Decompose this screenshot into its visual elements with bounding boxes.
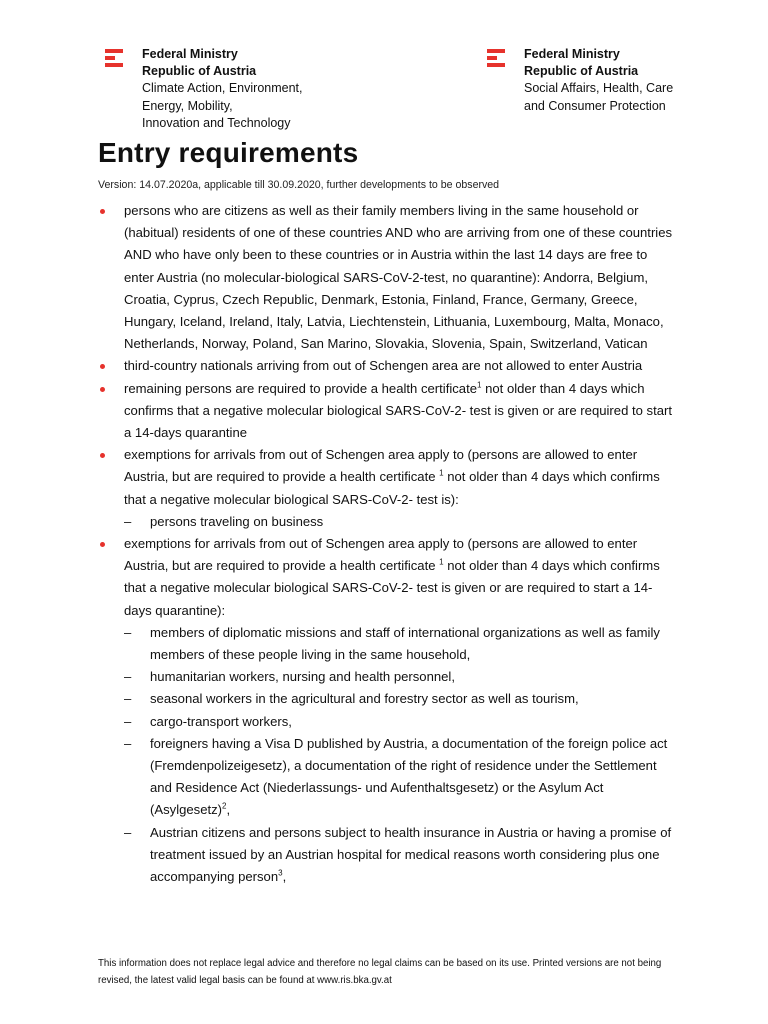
sub-list-item: – members of diplomatic missions and staff of international organizations as well as family members of these people living in the same household, xyxy=(124,622,678,666)
sub-list-item: – foreigners having a Visa D published by Austria, a documentation of the foreign police act (Fremdenpolizeigesetz), a documentation of the right of residence under the Settlement and Residence Act (Niederlassungs- und Aufenthaltsgesetz) or the Asylum Act (Asylgesetz)$^2$, xyxy=(124,733,678,822)
bullet-icon xyxy=(100,453,105,458)
list-item: remaining persons are required to provide a health certificate$^1$ not older than 4 days which confirms that a negative molecular biological SARS-CoV-2- test is given or are required to start a 14-days quarantine xyxy=(98,378,678,445)
ministry-line: Federal Ministry xyxy=(142,47,238,61)
footnote-ref: 2 xyxy=(222,802,227,812)
austria-flag-icon xyxy=(105,49,123,70)
footnote-ref: 3 xyxy=(278,868,283,878)
footnote-ref: 1 xyxy=(439,557,444,567)
ministry-health-logo xyxy=(487,46,673,115)
requirements-list xyxy=(98,200,678,888)
footnote-ref: 1 xyxy=(439,469,444,479)
sub-list xyxy=(124,622,678,888)
list-item: third-country nationals arriving from out of Schengen area are not allowed to enter Austria xyxy=(98,355,678,377)
ministry-line: Energy, Mobility, xyxy=(142,98,233,113)
version-line: Version: 14.07.2020a, applicable till 30.09.2020, further developments to be observed xyxy=(98,179,500,191)
dash-icon: – xyxy=(124,824,132,840)
sub-list xyxy=(124,511,678,533)
bullet-icon xyxy=(100,209,105,214)
list-item: exemptions for arrivals from out of Schengen area apply to (persons are allowed to enter Austria, but are required to provide a health certificate $^1$ not older than 4 days which confirms that a negative molecular biological SARS-CoV-2- test is): – persons traveling on business xyxy=(98,444,678,533)
disclaimer-footer: This information does not replace legal advice and therefore no legal claims can be based on its use. Printed versions are not being revised, the latest valid legal basis can be found at www.ris.bka.gv.at xyxy=(98,958,662,986)
dash-icon: – xyxy=(124,624,132,640)
page-title: Entry requirements xyxy=(98,137,359,168)
sub-list-item: – cargo-transport workers, xyxy=(124,711,678,733)
ministry-line: Climate Action, Environment, xyxy=(142,81,303,96)
ministry-line: Republic of Austria xyxy=(524,64,639,79)
dash-icon: – xyxy=(124,513,132,529)
sub-list-item: – persons traveling on business xyxy=(124,511,678,533)
footnote-ref: 1 xyxy=(477,380,482,390)
sub-list-item: – seasonal workers in the agricultural and forestry sector as well as tourism, xyxy=(124,688,678,710)
dash-icon: – xyxy=(124,669,132,685)
sub-list-item: – humanitarian workers, nursing and health personnel, xyxy=(124,666,678,688)
ministry-line: Social Affairs, Health, Care xyxy=(524,81,674,96)
bullet-icon xyxy=(100,542,105,547)
dash-icon: – xyxy=(124,735,132,751)
ministry-climate-logo xyxy=(105,46,303,132)
list-item: exemptions for arrivals from out of Schengen area apply to (persons are allowed to enter Austria, but are required to provide a health certificate $^1$ not older than 4 days which confirms that a negative molecular biological SARS-CoV-2- test is given or are required to start a 14-days quarantine): – members of diplomatic missions and staff of international organizations as well as family members of these people living in the same household, – humanitarian workers, nursing and health personnel, – seasonal workers in the agricultural and forestry sector as well as tourism, – cargo-transport workers, – foreigners having a Visa D published by Austria, a documentation of the foreign police act (Fremdenpolizeigesetz), a documentation of the right of residence under the Settlement and Residence Act (Niederlassungs- und Aufenthaltsgesetz) or the Asylum Act (Asylgesetz)$^2$, – Austrian citizens and persons subject to health insurance in Austria or having a promise of treatment issued by an Austrian hospital for medical reasons worth considering plus one accompanying person$^3$, xyxy=(98,533,678,888)
ministry-line: and Consumer Protection xyxy=(524,98,666,113)
list-item: persons who are citizens as well as their family members living in the same household or (habitual) residents of one of these countries AND who are arriving from one of these countries AND who have only been to these countries or in Austria within the last 14 days are free to enter Austria (no molecular-biological SARS-CoV-2-test, no quarantine): Andorra, Belgium, Croatia, Cyprus, Czech Republic, Denmark, Estonia, Finland, France, Germany, Greece, Hungary, Iceland, Ireland, Italy, Latvia, Liechtenstein, Lithuania, Luxembourg, Malta, Monaco, Netherlands, Norway, Poland, San Marino, Slovakia, Slovenia, Spain, Switzerland, Vatican xyxy=(98,200,678,355)
bullet-icon xyxy=(100,387,105,392)
austria-flag-icon xyxy=(487,49,505,70)
ministry-line: Federal Ministry xyxy=(524,47,620,61)
bullet-icon xyxy=(100,364,105,369)
dash-icon: – xyxy=(124,713,132,729)
dash-icon: – xyxy=(124,691,132,707)
ministry-line: Republic of Austria xyxy=(142,64,257,79)
ministry-line: Innovation and Technology xyxy=(142,115,291,130)
sub-list-item: – Austrian citizens and persons subject to health insurance in Austria or having a promise of treatment issued by an Austrian hospital for medical reasons worth considering plus one accompanying person$^3$, xyxy=(124,822,678,889)
